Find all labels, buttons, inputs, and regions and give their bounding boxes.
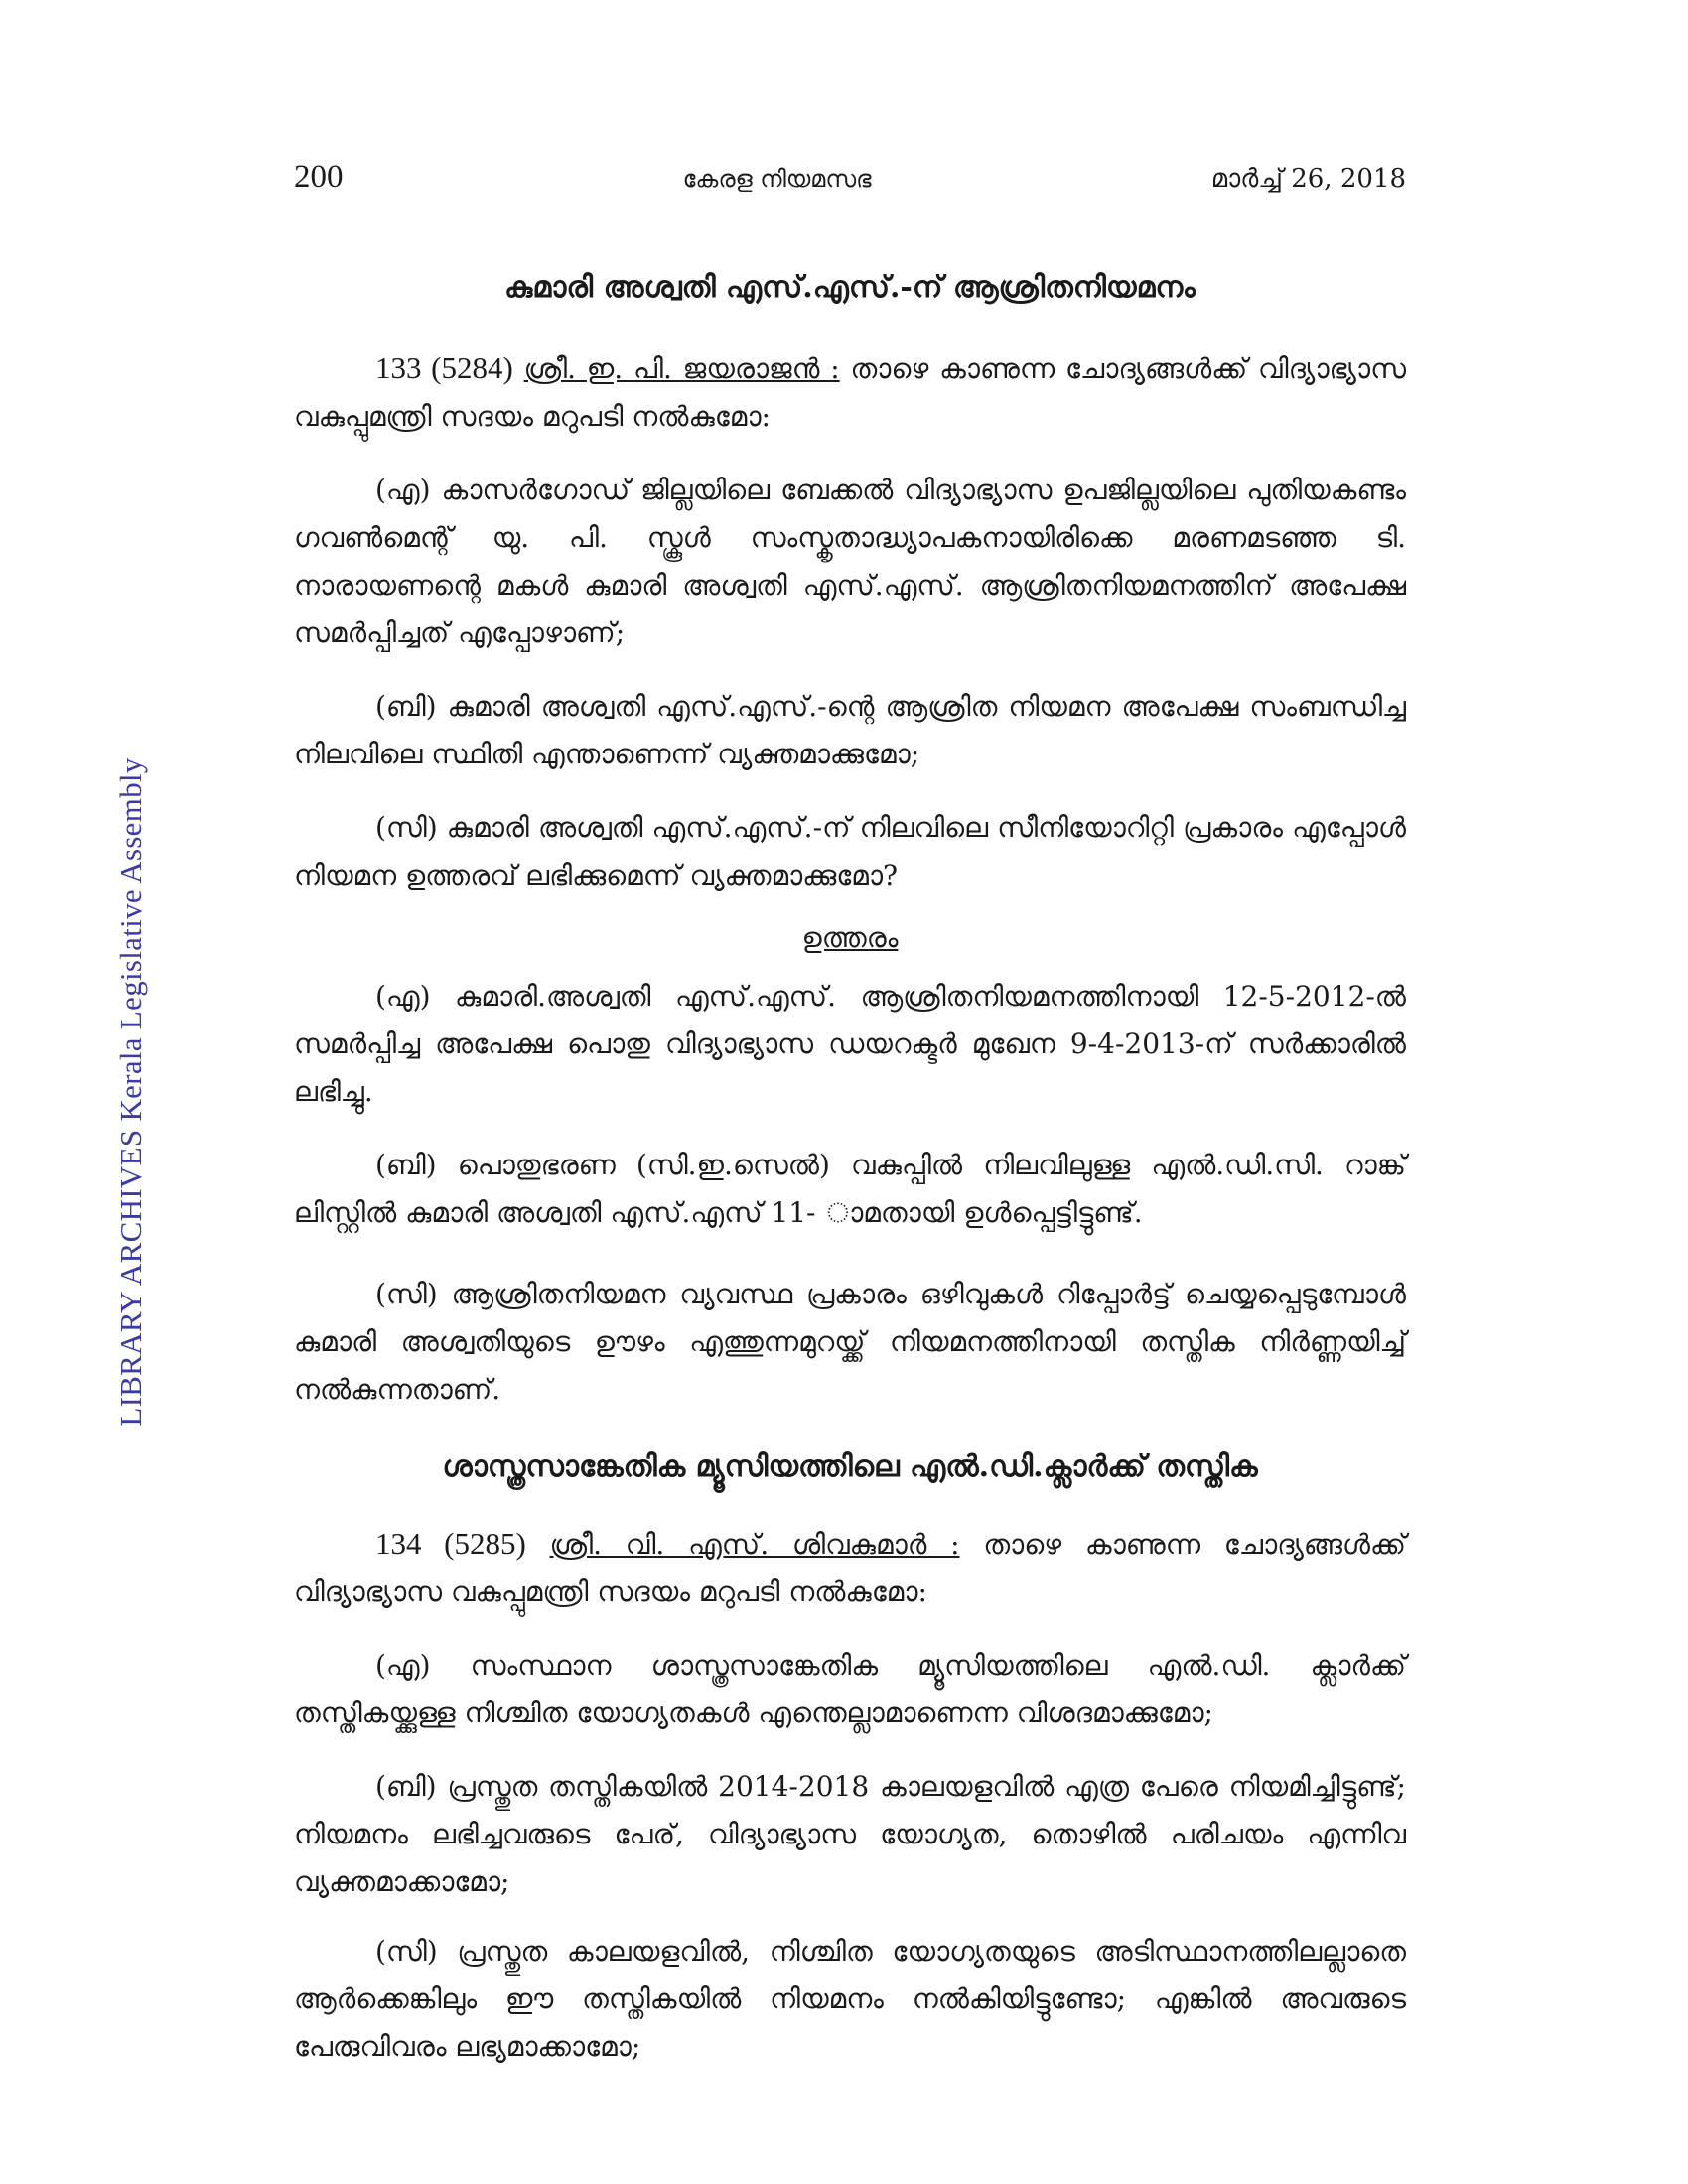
page-header xyxy=(294,159,1406,208)
page-content xyxy=(294,268,1406,2071)
question-133-intro xyxy=(294,344,1406,441)
question-intro-text: താഴെ കാണുന്ന ചോദ്യങ്ങൾക്ക് വിദ്യാഭ്യാസ വകുപ്പുമന്ത്രി സദയം മറുപടി നൽകുമോ: xyxy=(294,1528,1406,1608)
archive-watermark: LIBRARY ARCHIVES Kerala Legislative Assembly xyxy=(113,757,148,1427)
question-134-heading: ശാസ്ത്രസാങ്കേതിക മ്യൂസിയത്തിലെ എൽ.ഡി.ക്ലാർക്ക് തസ്തിക xyxy=(442,1449,1258,1484)
question-133-part-a: (എ) കാസർഗോഡ് ജില്ലയിലെ ബേക്കൽ വിദ്യാഭ്യാസ ഉപജില്ലയിലെ പുതിയകണ്ടം ഗവൺമെന്റ് യു. പി. സ്കൂൾ സംസ്കൃതാദ്ധ്യാപകനായിരിക്കെ മരണമടഞ്ഞ ടി. നാരായണന്റെ മകൾ കുമാരി അശ്വതി എസ്.എസ്. ആശ്രിതനിയമനത്തിന് അപേക്ഷ സമർപ്പിച്ചത് എപ്പോഴാണ്; xyxy=(294,474,1406,649)
page-date: മാർച്ച് 26, 2018 xyxy=(1210,164,1406,194)
publication-title: കേരള നിയമസഭ xyxy=(682,165,872,193)
answer-133-part-c: (സി) ആശ്രിതനിയമന വ്യവസ്ഥ പ്രകാരം ഒഴിവുകൾ റിപ്പോർട്ട് ചെയ്യപ്പെടുമ്പോൾ കുമാരി അശ്വതിയുടെ ഊഴം എത്തുന്നമുറയ്ക്ക് നിയമനത്തിനായി തസ്തിക നിർണ്ണയിച്ച് നൽകുന്നതാണ്. xyxy=(294,1278,1406,1406)
answer-133-part-a: (എ) കുമാരി.അശ്വതി എസ്.എസ്. ആശ്രിതനിയമനത്തിനായി 12-5-2012-ൽ സമർപ്പിച്ച അപേക്ഷ പൊതു വിദ്യാഭ്യാസ ഡയറക്ടർ മുഖേന 9-4-2013-ന് സർക്കാരിൽ ലഭിച്ചു. xyxy=(294,980,1406,1108)
question-134-part-a: (എ) സംസ്ഥാന ശാസ്ത്രസാങ്കേതിക മ്യൂസിയത്തിലെ എൽ.ഡി. ക്ലാർക്ക് തസ്തികയ്ക്കുള്ള നിശ്ചിത യോഗ്യതകൾ എന്തെല്ലാമാണെന്ന വിശദമാക്കുമോ; xyxy=(294,1649,1406,1729)
member-name: ശ്രീ. ഇ. പി. ജയരാജൻ : xyxy=(523,352,840,385)
question-133-part-b: (ബി) കുമാരി അശ്വതി എസ്.എസ്.-ന്റെ ആശ്രിത നിയമന അപേക്ഷ സംബന്ധിച്ച നിലവിലെ സ്ഥിതി എന്താണെന്ന് വ്യക്തമാക്കുമോ; xyxy=(294,690,1406,770)
question-134-intro xyxy=(294,1520,1406,1616)
question-133-heading: കുമാരി അശ്വതി എസ്.എസ്.-ന് ആശ്രിതനിയമനം xyxy=(504,270,1196,305)
question-134-part-b: (ബി) പ്രസ്തുത തസ്തികയിൽ 2014-2018 കാലയളവിൽ എത്ര പേരെ നിയമിച്ചിട്ടുണ്ട്; നിയമനം ലഭിച്ചവരുടെ പേര്, വിദ്യാഭ്യാസ യോഗ്യത, തൊഴിൽ പരിചയം എന്നിവ വ്യക്തമാക്കാമോ; xyxy=(294,1770,1406,1898)
question-134-part-c: (സി) പ്രസ്തുത കാലയളവിൽ, നിശ്ചിത യോഗ്യതയുടെ അടിസ്ഥാനത്തിലല്ലാതെ ആർക്കെങ്കിലും ഈ തസ്തികയിൽ നിയമനം നൽകിയിട്ടുണ്ടോ; എങ്കിൽ അവരുടെ പേരുവിവരം ലഭ്യമാക്കാമോ; xyxy=(294,1935,1406,2063)
question-number: 134 (5285) xyxy=(375,1526,526,1561)
page-number: 200 xyxy=(294,159,344,195)
question-number: 133 (5284) xyxy=(375,350,513,385)
answer-133-part-b: (ബി) പൊതുഭരണ (സി.ഇ.സെൽ) വകുപ്പിൽ നിലവിലുള്ള എൽ.ഡി.സി. റാങ്ക് ലിസ്റ്റിൽ കുമാരി അശ്വതി എസ്.എസ് 11- ാമതായി ഉൾപ്പെട്ടിട്ടുണ്ട്. xyxy=(294,1149,1406,1229)
question-intro-text: താഴെ കാണുന്ന ചോദ്യങ്ങൾക്ക് വിദ്യാഭ്യാസ വകുപ്പുമന്ത്രി സദയം മറുപടി നൽകുമോ: xyxy=(294,352,1406,433)
question-133-part-c: (സി) കുമാരി അശ്വതി എസ്.എസ്.-ന് നിലവിലെ സീനിയോറിറ്റി പ്രകാരം എപ്പോൾ നിയമന ഉത്തരവ് ലഭിക്കുമെന്ന് വ്യക്തമാക്കുമോ? xyxy=(294,811,1406,891)
answer-heading: ഉത്തരം xyxy=(801,921,899,954)
member-name: ശ്രീ. വി. എസ്. ശിവകുമാർ : xyxy=(549,1528,960,1561)
